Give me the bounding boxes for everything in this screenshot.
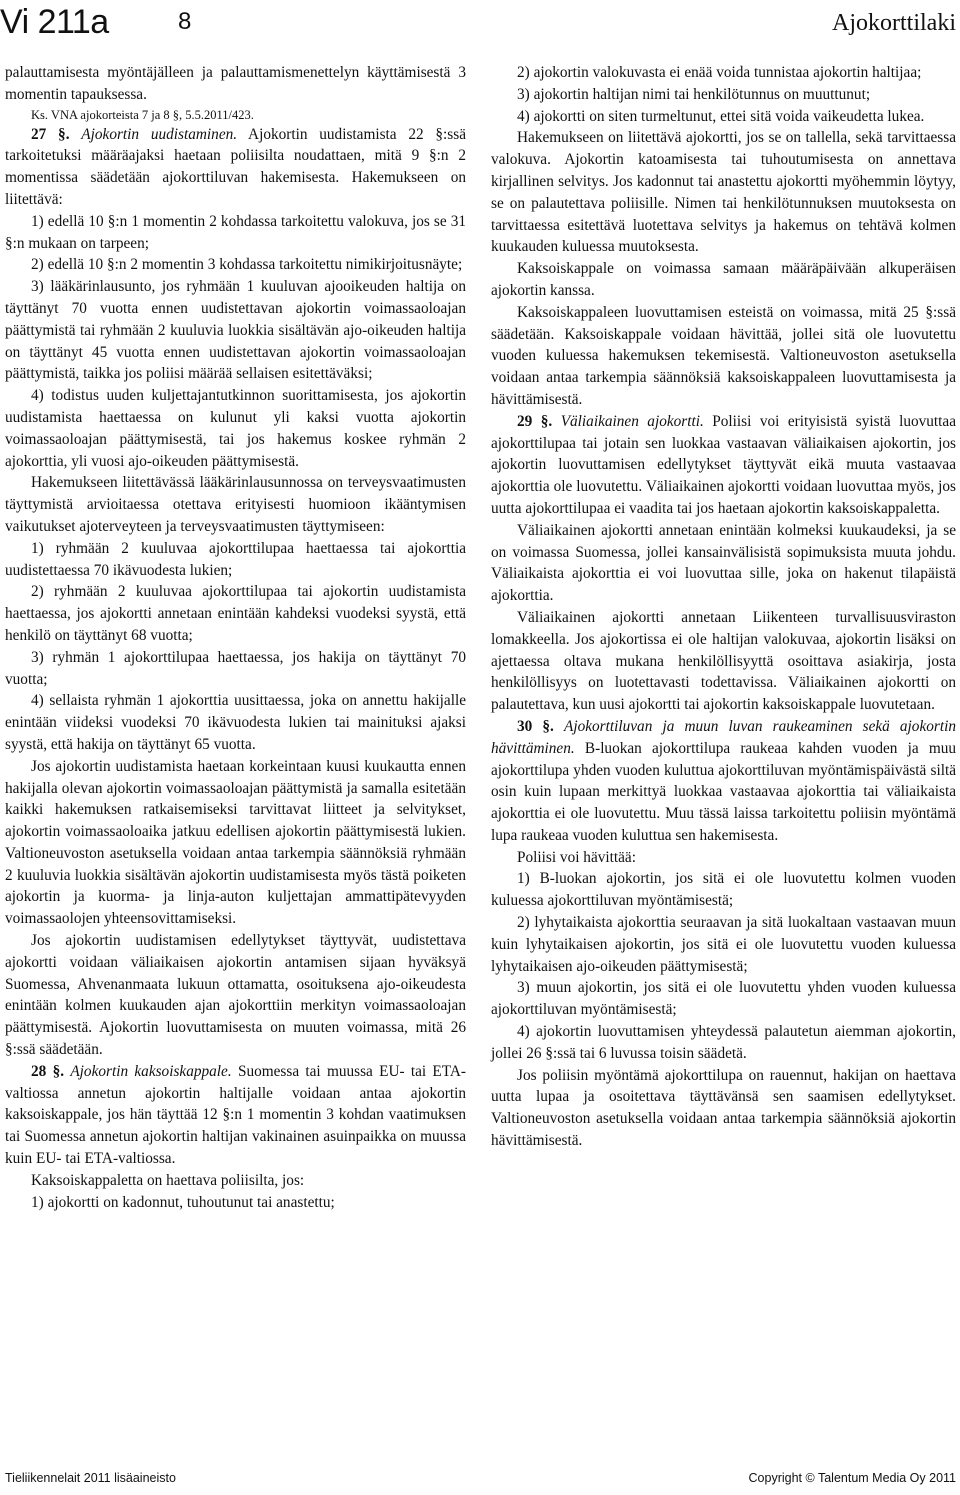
- list-item: 2) ryhmään 2 kuuluvaa ajokorttilupaa tai ajokortin uudistamista haettaessa, jos ajokortti annetaan enintään kahdeksi vuodeksi syystä, että henkilö on täyttänyt 68 vuotta;: [5, 583, 466, 644]
- left-column: [5, 62, 466, 1213]
- list-item: 3) ajokortin haltijan nimi tai henkilötunnus on muuttunut;: [517, 85, 871, 103]
- section-text: Ajokortin uudistamista 22 §:ssä tarkoitetuksi määräajaksi haetaan poliisilta noudattaen, mitä 9 §:n 2 momentissa säädetään ajokorttiluvan hakemisesta. Hakemukseen on liitettävä:: [5, 125, 466, 208]
- paragraph: Jos ajokortin uudistamisen edellytykset täyttyvät, uudistettava ajokortti voidaan väliaikaisen ajokortin antamisen sijaan hyväksyä Suomessa, Ahvenanmaata lukuun ottamatta, osoituksena ajo-oikeudesta enintään kolmen kuukauden ajan ajokorttiin merkityn voimassaoloajan päättymisestä. Ajokortin luovuttamisesta on muuten voimassa, mitä 26 §:ssä säädetään.: [5, 932, 466, 1059]
- paragraph: Kaksoiskappaleen luovuttamisen esteistä on voimassa, mitä 25 §:ssä säädetään. Kaksoiskappale voidaan hävittää, jollei sitä ole luovutettu vuoden kuluessa hakemuksen tekemisestä. Valtioneuvoston asetuksella voidaan antaa tarkempia säännöksiä kaksoiskappaleen luovuttamisesta ja hävittämisestä.: [491, 303, 956, 408]
- reference-note: Ks. VNA ajokorteista 7 ja 8 §, 5.5.2011/423.: [31, 107, 254, 122]
- paragraph: Kaksoiskappale on voimassa samaan määräpäivään alkuperäisen ajokortin kanssa.: [491, 260, 956, 299]
- list-item: 3) lääkärinlausunto, jos ryhmään 1 kuuluvan ajooikeuden haltija on täyttänyt 70 vuotta ennen uudistettavan ajokortin voimassaoloajan päättymistä tai ryhmään 2 kuuluvia luokkia sisältävän ajo-oikeuden haltija on täyttänyt 45 vuotta ennen uudistettavan ajokortin voimassaoloajan päättymistä, taikka jos poliisi määrää sellaisen esitettäväksi;: [5, 278, 466, 383]
- page-number: 8: [178, 8, 192, 35]
- section-title: Ajokorttiluvan ja muun luvan raukeaminen sekä ajokortin hävittäminen.: [491, 717, 956, 757]
- document-code: Vi 211a: [0, 3, 109, 41]
- list-item: 4) ajokortti on siten turmeltunut, ettei sitä voida vaikeudetta lukea.: [517, 107, 925, 125]
- section-number: 29 §.: [517, 412, 553, 430]
- list-item: 2) lyhytaikaista ajokorttia seuraavan ja sitä luokaltaan vastaavan muun kuin lyhytaikaisen ajokortin, jos sitä ei ole luovutettu vuoden kuluessa lyhytaikaisen ajo-oikeuden päättymisestä;: [491, 914, 956, 975]
- right-column: [491, 62, 956, 1152]
- list-item: 4) sellaista ryhmän 1 ajokorttia uusittaessa, joka on annettu hakijalle enintään viideksi vuodeksi 70 ikävuodesta lukien tai mainituksi ajaksi syystä, että hakija on täyttänyt 65 vuotta.: [5, 692, 466, 753]
- list-item: 1) edellä 10 §:n 1 momentin 2 kohdassa tarkoitettu valokuva, jos se 31 §:n mukaan on tarpeen;: [5, 212, 466, 252]
- paragraph: Väliaikainen ajokortti annetaan enintään kolmeksi kuukaudeksi, ja se on voimassa Suomessa, jollei kansainvälisistä sopimuksista muuta johdu. Väliaikaista ajokorttia ei voi luovuttaa sille, joka on hakenut tilapäistä ajokorttia.: [491, 521, 956, 605]
- paragraph: Hakemukseen liitettävässä lääkärinlausunnossa on terveysvaatimusten täyttymistä arvioitaessa otettava erityisesti huomioon ikääntymisen vaikutukset ajoterveyteen ja terveysvaatimusten täyttymiseen:: [5, 474, 466, 535]
- page-title: Ajokorttilaki: [832, 10, 956, 36]
- section-28: [5, 1061, 466, 1170]
- list-item: 3) muun ajokortin, jos sitä ei ole luovutettu yhden vuoden kuluessa ajokorttiluvan myöntämisestä;: [491, 979, 956, 1019]
- footer-copyright: Copyright © Talentum Media Oy 2011: [748, 1471, 956, 1485]
- list-item: 2) edellä 10 §:n 2 momentin 3 kohdassa tarkoitettu nimikirjoitusnäyte;: [31, 256, 463, 274]
- paragraph: Väliaikainen ajokortti annetaan Liikenteen turvallisuusviraston lomakkeella. Jos ajokortissa ei ole haltijan valokuvaa, ajokortin lisäksi on ajettaessa oltava mukana henkilöllisyyttä osoittava asiakirja, josta henkilöllisyys on luotettavasti todettavissa. Väliaikainen ajokortti on palautettava, kun uusi ajokortti tai ajokortin kaksoiskappale luovutetaan.: [491, 608, 956, 714]
- section-30: [491, 716, 956, 847]
- page-footer: [0, 1468, 960, 1490]
- list-item: 4) todistus uuden kuljettajantutkinnon suorittamisesta, jos ajokortin uudistamista haettaessa on kulunut yli kaksi vuotta ajokortin voimassaoloajan päättymisestä, tai jos hakemus koskee ryhmän 2 ajokorttia, yli vuosi ajo-oikeuden päättymisestä.: [5, 387, 466, 470]
- section-text: Poliisi voi erityisistä syistä luovuttaa ajokorttilupaa tai jotain sen luokkaa vastaavan väliaikaisen ajokortin, jos ajokortin luovuttamisen edellytykset täyttyvät eikä muuta vastaavaa ajokorttia ole luovutettu. Väliaikainen ajokortti voidaan luovuttaa myös, jos uutta ajokorttilupaa ei vaadita tai jos haetaan ajokortin kaksoiskappaletta.: [491, 412, 956, 517]
- section-number: 30 §.: [517, 717, 554, 735]
- list-item: 3) ryhmän 1 ajokorttilupaa haettaessa, jos hakija on täyttänyt 70 vuotta;: [5, 648, 466, 688]
- paragraph: palauttamisesta myöntäjälleen ja palauttamismenettelyn käyttämisestä 3 momentin tapauksessa.: [5, 64, 466, 103]
- section-title: Ajokortin uudistaminen.: [81, 125, 238, 143]
- section-number: 28 §.: [31, 1062, 65, 1080]
- section-29: [491, 411, 956, 520]
- paragraph: Jos ajokortin uudistamista haetaan korkeintaan kuusi kuukautta ennen hakijalla olevan ajokortin voimassaoloajan päättymistä ja samalla esitetään kaikki hakemuksen ratkaisemiseksi tarvittavat liitteet ja selvitykset, ajokortin voimassaoloaika jatkuu edellisen ajokortin päättymisestä lukien. Valtioneuvoston asetuksella voidaan antaa tarkempia säännöksiä ryhmään 2 kuuluvia luokkia sisältävän ajokortin uudistamisesta myös tästä poiketen ajokortin ja kuorma- ja linja-auton kuljettajan ammattipätevyyden voimassaolojen yhteensovittamiseksi.: [5, 757, 466, 928]
- section-text: Suomessa tai muussa EU- tai ETA-valtiossa annetun ajokortin haltijalle voidaan antaa ajokortin kaksoiskappale, jos hän täyttää 12 §:n 1 momentin 3 kohdan vaatimuksen tai Suomessa annetun ajokortin haltijan vakinainen asuinpaikka on muussa kuin EU- tai ETA-valtiossa.: [5, 1062, 467, 1168]
- footer-publication: Tieliikennelait 2011 lisäaineisto: [5, 1471, 176, 1485]
- section-title: Väliaikainen ajokortti.: [560, 412, 704, 430]
- paragraph: Jos poliisin myöntämä ajokorttilupa on rauennut, hakijan on haettava uutta lupaa ja osoitettava täyttävänsä sen saamisen edellytykset. Valtioneuvoston asetuksella voidaan antaa tarkempia säännöksiä ajokortin hävittämisestä.: [491, 1066, 956, 1150]
- section-27: [5, 124, 466, 211]
- list-item: 1) ryhmään 2 kuuluvaa ajokorttilupaa haettaessa tai ajokorttia uudistettaessa 70 ikävuodesta lukien;: [5, 539, 466, 579]
- section-number: 27 §.: [31, 125, 70, 143]
- paragraph: Poliisi voi hävittää:: [517, 848, 636, 866]
- list-item: 2) ajokortin valokuvasta ei enää voida tunnistaa ajokortin haltijaa;: [517, 64, 922, 81]
- section-text: B-luokan ajokorttilupa raukeaa kahden vuoden ja muu ajokorttilupa yhden vuoden kuluttua ajokorttiluvan myöntämispäivästä siltä osin kuin lupaan merkittyä luokkaa vastaavaa ajokorttia tai väliaikaista ajokorttia ei ole luovutettu. Muu tässä laissa tarkoitettu poliisin myöntämä lupa raukeaa vuoden kuluttua sen hakemisesta.: [491, 739, 957, 844]
- paragraph: Kaksoiskappaletta on haettava poliisilta, jos:: [31, 1171, 305, 1189]
- list-item: 1) B-luokan ajokortin, jos sitä ei ole luovutettu kolmen vuoden kuluessa ajokorttiluvan myöntämisestä;: [491, 870, 956, 910]
- page-header: [0, 0, 960, 46]
- section-title: Ajokortin kaksoiskappale.: [70, 1062, 232, 1080]
- list-item: 1) ajokortti on kadonnut, tuhoutunut tai anastettu;: [31, 1193, 335, 1211]
- paragraph: Hakemukseen on liitettävä ajokortti, jos se on tallella, sekä tarvittaessa valokuva. Ajokortin katoamisesta tai tuhoutumisesta on annettava kirjallinen selvitys. Jos kadonnut tai anastettu ajokortti myöhemmin löytyy, se on palautettava poliisille. Nimen tai henkilötunnuksen muutoksesta on tarvittaessa esitettävä luotettava selvitys ja hakemus on tehtävä kolmen kuukauden kuluessa muutoksesta.: [491, 129, 956, 256]
- list-item: 4) ajokortin luovuttamisen yhteydessä palautetun aiemman ajokortin, jollei 26 §:ssä tai 6 luvussa toisin säädetä.: [491, 1023, 956, 1062]
